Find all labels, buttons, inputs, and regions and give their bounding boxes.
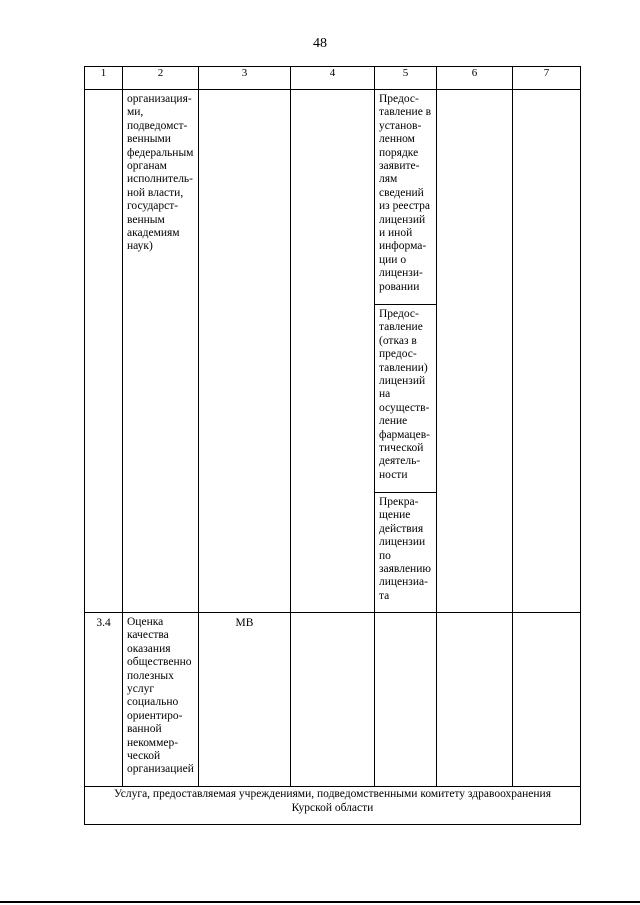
row-b-col-2	[123, 613, 199, 787]
row-a-col-6	[437, 90, 513, 613]
section-heading-cell	[85, 787, 581, 825]
header-col-1: 1	[85, 67, 123, 90]
table-row	[85, 90, 581, 305]
row-a-col-5-item-3	[375, 493, 437, 613]
row-b-col-4	[291, 613, 375, 787]
header-col-6: 6	[437, 67, 513, 90]
service-text: Предос- тавление в установ- ленном порядке заявите- лям сведений из реестра лицензий и иной информа- ции о лицензи- ровании	[379, 93, 432, 293]
header-col-2: 2	[123, 67, 199, 90]
scan-edge-line	[0, 901, 640, 903]
service-name: Оценка качества оказания общественно полезных услуг социально ориентиро- ванной некоммер- ческой организацией	[127, 616, 194, 776]
header-row	[85, 67, 581, 90]
row-b-col-7	[513, 613, 581, 787]
row-a-organization-text: организация- ми, подведомст- венными федеральным органам исполнитель- ной власти, государст- венным академиям наук)	[127, 93, 194, 253]
row-a-col-5-item-2	[375, 305, 437, 493]
section-row	[85, 787, 581, 825]
service-text: Прекра- щение действия лицензии по заявлению лицензиа- та	[379, 496, 431, 602]
row-a-col-5-item-1	[375, 90, 437, 305]
row-b-col-1	[85, 613, 123, 787]
header-col-5: 5	[375, 67, 437, 90]
service-text: Предос- тавление (отказ в предос- тавлении) лицензий на осуществ- ление фармацев- тической деятель- ности	[379, 308, 430, 481]
header-col-3: 3	[199, 67, 291, 90]
row-a-col-2	[123, 90, 199, 613]
row-b-col-6	[437, 613, 513, 787]
row-b-col-5	[375, 613, 437, 787]
row-b-col-3	[199, 613, 291, 787]
row-a-col-3	[199, 90, 291, 613]
row-a-col-1	[85, 90, 123, 613]
services-table	[84, 66, 581, 825]
row-number: 3.4	[96, 617, 111, 629]
page-number: 48	[313, 36, 327, 51]
row-a-col-7	[513, 90, 581, 613]
header-col-4: 4	[291, 67, 375, 90]
section-heading: Услуга, предоставляемая учреждениями, подведомственными комитету здравоохранения Курской области	[114, 788, 551, 814]
table-row	[85, 613, 581, 787]
header-col-7: 7	[513, 67, 581, 90]
row-a-col-4	[291, 90, 375, 613]
row-b-code: МВ	[235, 617, 254, 629]
